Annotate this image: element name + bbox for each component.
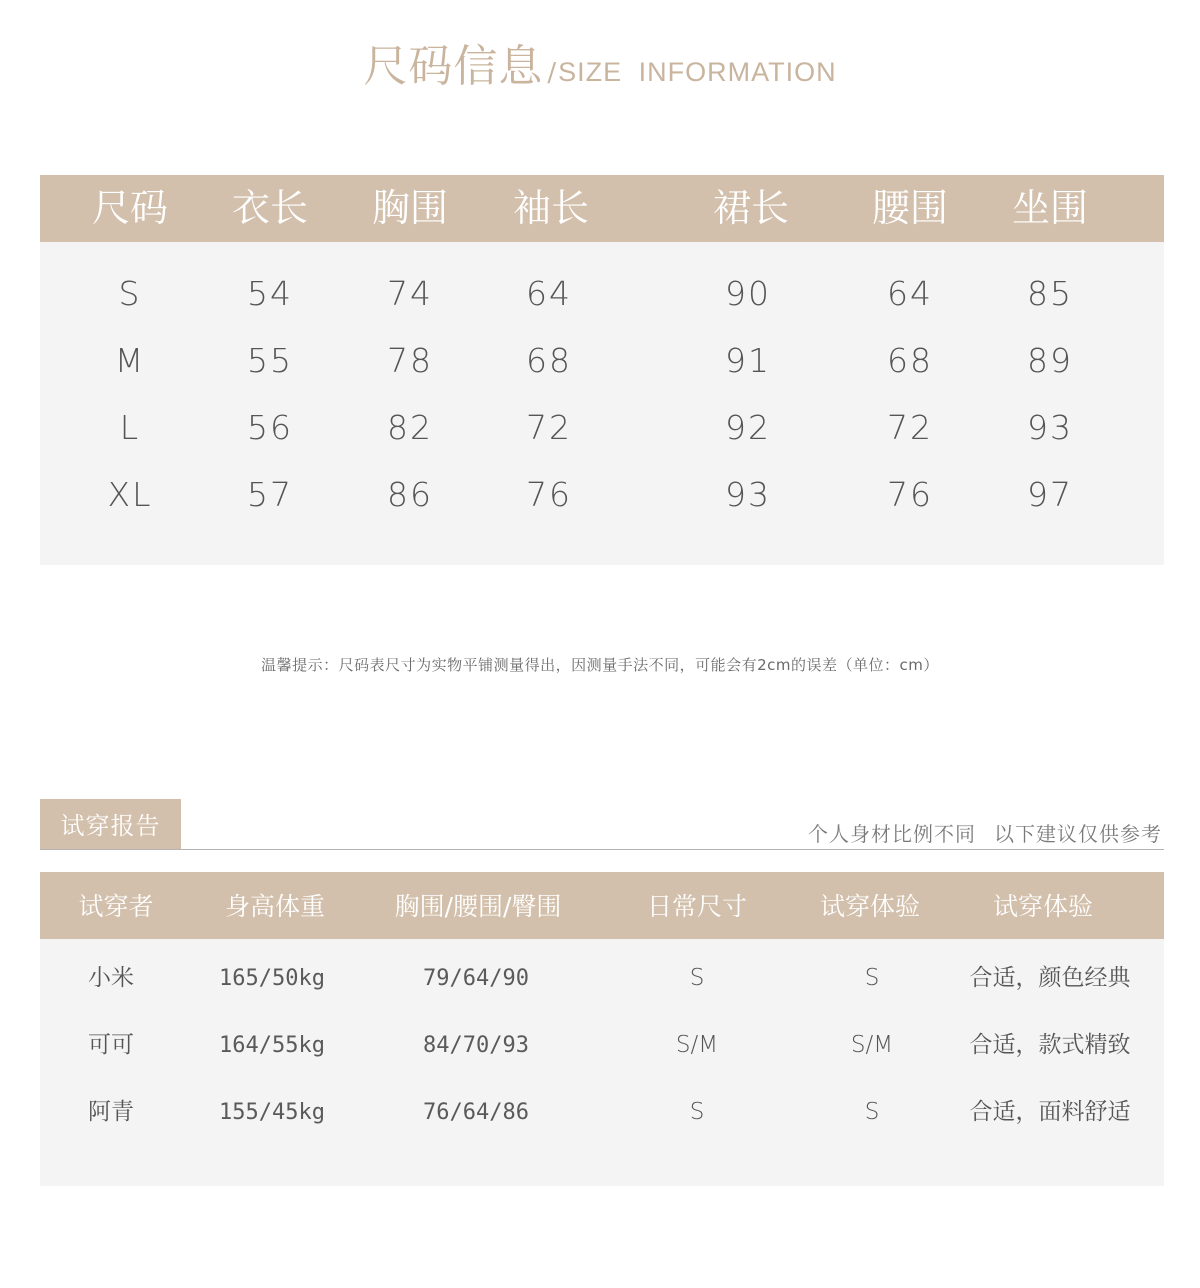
table-cell: 90 [725,274,771,313]
size-header-cell: 坐围 [1011,186,1088,230]
table-cell: 79/64/90 [423,966,529,991]
report-note [808,818,1162,847]
table-cell: S [864,965,880,991]
table-cell: 93 [725,475,771,514]
table-cell: 72 [887,408,933,447]
table-row [40,327,1164,394]
size-header-cell: 衣长 [231,186,308,230]
report-tab: 试穿报告 [40,799,181,850]
table-cell: S/M [850,1032,894,1058]
size-header-cell: 腰围 [871,186,948,230]
table-cell: 76 [526,475,572,514]
table-cell: 165/50kg [219,966,325,991]
table-cell: L [119,408,141,447]
table-cell: 97 [1027,475,1073,514]
report-header-cell: 胸围/腰围/臀围 [394,892,562,921]
table-cell: 64 [887,274,933,313]
table-row [40,1079,1164,1146]
size-header-cell: 裙长 [712,186,789,230]
table-cell: 86 [387,475,433,514]
title-separator: / [547,58,557,88]
table-cell: S [689,965,705,991]
table-cell: 阿青 [88,1099,134,1125]
table-cell: 89 [1027,341,1073,380]
table-cell: 55 [247,341,293,380]
table-cell: S/M [675,1032,719,1058]
table-cell: 72 [526,408,572,447]
report-header-cell: 身高体重 [224,892,325,921]
size-table [40,175,1164,565]
table-row [40,945,1164,1012]
table-cell: 164/55kg [219,1033,325,1058]
report-table-header [40,872,1164,939]
report-table [40,872,1164,1186]
report-header-cell: 试穿者 [78,892,154,921]
table-cell: 可可 [88,1032,134,1058]
table-cell: 56 [247,408,293,447]
size-header-cell: 尺码 [91,186,168,230]
table-row [40,461,1164,528]
table-cell: 93 [1027,408,1073,447]
table-cell: 合适，款式精致 [969,1032,1131,1058]
table-cell: 76 [887,475,933,514]
table-cell: 155/45kg [219,1100,325,1125]
table-cell: XL [107,475,153,514]
table-cell: 76/64/86 [423,1100,529,1125]
table-cell: S [689,1099,705,1125]
table-cell: 小米 [88,965,134,991]
table-cell: 92 [725,408,771,447]
table-cell: 85 [1027,274,1073,313]
measurement-tip: 温馨提示：尺码表尺寸为实物平铺测量得出，因测量手法不同，可能会有2cm的误差（单位：cm） [261,656,939,674]
table-cell: 91 [725,341,771,380]
report-header-cell: 试穿体验 [819,892,920,921]
table-cell: 64 [526,274,572,313]
size-table-header [40,175,1164,242]
table-row [40,1012,1164,1079]
table-cell: 合适，面料舒适 [969,1099,1131,1125]
page-title [0,30,1200,94]
divider [40,849,1164,850]
table-cell: 68 [526,341,572,380]
table-cell: 57 [247,475,293,514]
table-cell: S [864,1099,880,1125]
table-cell: 84/70/93 [423,1033,529,1058]
table-cell: M [114,341,146,380]
report-note-2: 以下建议仅供参考 [994,822,1162,846]
size-header-cell: 胸围 [371,186,448,230]
report-header-cell: 日常尺寸 [646,892,747,921]
table-cell: 54 [247,274,293,313]
table-cell: 68 [887,341,933,380]
title-cn: 尺码信息 [363,41,544,92]
report-header-cell: 试穿体验 [992,892,1093,921]
table-cell: 合适，颜色经典 [969,965,1131,991]
report-note-1: 个人身材比例不同 [808,822,976,846]
table-cell: S [118,274,142,313]
table-row [40,394,1164,461]
table-cell: 78 [387,341,433,380]
size-header-cell: 袖长 [512,186,589,230]
table-cell: 74 [387,274,433,313]
table-row [40,260,1164,327]
table-cell: 82 [387,408,433,447]
title-en: SIZE INFORMATION [558,57,837,87]
